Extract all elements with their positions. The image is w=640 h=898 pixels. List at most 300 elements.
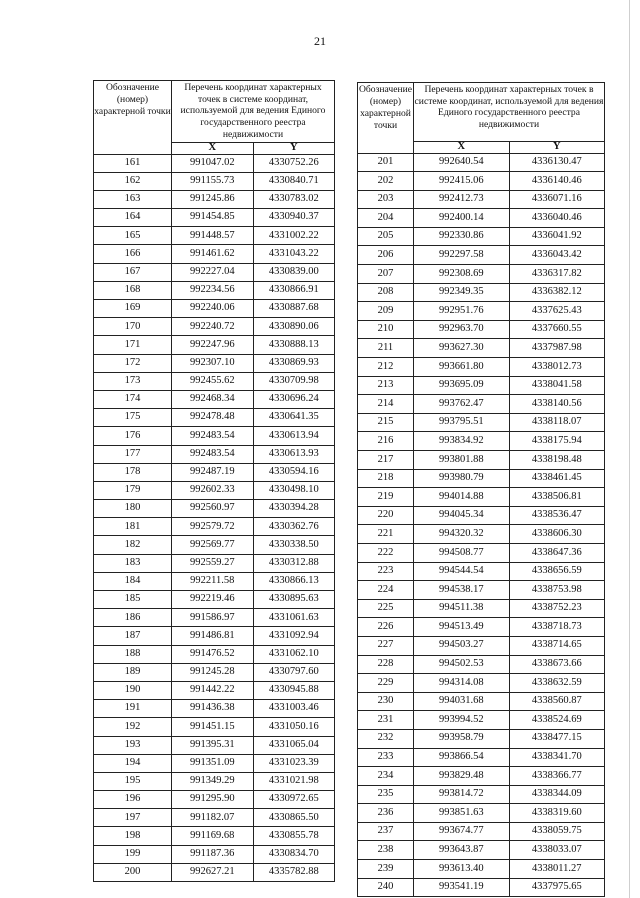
y-column-header: Y bbox=[253, 143, 335, 155]
point-number-cell: 219 bbox=[358, 488, 414, 507]
table-row bbox=[94, 772, 335, 790]
point-number-cell: 178 bbox=[94, 463, 172, 481]
table-row bbox=[358, 543, 605, 562]
y-coordinate-cell: 4337975.65 bbox=[509, 878, 605, 897]
table-row bbox=[358, 636, 605, 655]
y-coordinate-cell: 4335782.88 bbox=[253, 863, 335, 881]
point-number-cell: 188 bbox=[94, 645, 172, 663]
point-number-cell: 195 bbox=[94, 772, 172, 790]
point-number-cell: 177 bbox=[94, 445, 172, 463]
table-row bbox=[358, 265, 605, 284]
x-coordinate-cell: 993994.52 bbox=[414, 711, 510, 730]
table-row bbox=[94, 736, 335, 754]
table-row bbox=[94, 627, 335, 645]
table-row bbox=[94, 500, 335, 518]
y-coordinate-cell: 4338033.07 bbox=[509, 841, 605, 860]
point-number-cell: 229 bbox=[358, 674, 414, 693]
table-row bbox=[358, 804, 605, 823]
x-coordinate-cell: 994503.27 bbox=[414, 636, 510, 655]
y-coordinate-cell: 4331023.39 bbox=[253, 754, 335, 772]
point-number-cell: 193 bbox=[94, 736, 172, 754]
table-row bbox=[94, 791, 335, 809]
table-row bbox=[358, 451, 605, 470]
table-row bbox=[94, 681, 335, 699]
y-coordinate-cell: 4338477.15 bbox=[509, 729, 605, 748]
point-number-cell: 233 bbox=[358, 748, 414, 767]
table-row bbox=[94, 591, 335, 609]
y-coordinate-cell: 4338714.65 bbox=[509, 636, 605, 655]
point-number-cell: 172 bbox=[94, 354, 172, 372]
y-coordinate-cell: 4330866.91 bbox=[253, 281, 335, 299]
table-row bbox=[358, 432, 605, 451]
x-coordinate-cell: 992455.62 bbox=[172, 372, 254, 390]
y-coordinate-cell: 4330752.26 bbox=[253, 154, 335, 172]
x-column-header: X bbox=[414, 142, 510, 154]
y-coordinate-cell: 4330834.70 bbox=[253, 845, 335, 863]
point-number-cell: 214 bbox=[358, 395, 414, 414]
coordinates-table-left bbox=[93, 80, 335, 882]
point-number-cell: 204 bbox=[358, 209, 414, 228]
x-coordinate-cell: 992468.34 bbox=[172, 390, 254, 408]
y-coordinate-cell: 4338140.56 bbox=[509, 395, 605, 414]
y-coordinate-cell: 4338752.23 bbox=[509, 599, 605, 618]
table-row bbox=[94, 572, 335, 590]
x-coordinate-cell: 991451.15 bbox=[172, 718, 254, 736]
coords-list-header: Перечень координат характерных точек в системе координат, используемой для ведения Единого государственного реестра недвижимости bbox=[414, 83, 605, 142]
table-row bbox=[94, 481, 335, 499]
table-row bbox=[94, 754, 335, 772]
table-row bbox=[358, 581, 605, 600]
x-coordinate-cell: 994502.53 bbox=[414, 655, 510, 674]
x-coordinate-cell: 991586.97 bbox=[172, 609, 254, 627]
y-coordinate-cell: 4336040.46 bbox=[509, 209, 605, 228]
point-number-cell: 161 bbox=[94, 154, 172, 172]
x-coordinate-cell: 992240.06 bbox=[172, 300, 254, 318]
x-coordinate-cell: 992951.76 bbox=[414, 302, 510, 321]
table-row bbox=[358, 655, 605, 674]
x-coordinate-cell: 992415.06 bbox=[414, 172, 510, 191]
x-coordinate-cell: 993958.79 bbox=[414, 729, 510, 748]
y-coordinate-cell: 4330895.63 bbox=[253, 591, 335, 609]
y-coordinate-cell: 4331043.22 bbox=[253, 245, 335, 263]
point-number-cell: 218 bbox=[358, 469, 414, 488]
x-coordinate-cell: 992297.58 bbox=[414, 246, 510, 265]
table-row bbox=[358, 358, 605, 377]
point-number-cell: 196 bbox=[94, 791, 172, 809]
point-number-cell: 227 bbox=[358, 636, 414, 655]
y-coordinate-cell: 4330887.68 bbox=[253, 300, 335, 318]
x-coordinate-cell: 992308.69 bbox=[414, 265, 510, 284]
y-coordinate-cell: 4330312.88 bbox=[253, 554, 335, 572]
y-coordinate-cell: 4330641.35 bbox=[253, 409, 335, 427]
point-number-cell: 231 bbox=[358, 711, 414, 730]
y-coordinate-cell: 4336071.16 bbox=[509, 190, 605, 209]
point-number-cell: 210 bbox=[358, 320, 414, 339]
x-coordinate-cell: 992478.48 bbox=[172, 409, 254, 427]
table-row bbox=[94, 390, 335, 408]
y-coordinate-cell: 4336317.82 bbox=[509, 265, 605, 284]
point-number-cell: 197 bbox=[94, 809, 172, 827]
x-coordinate-cell: 991245.28 bbox=[172, 663, 254, 681]
point-number-cell: 179 bbox=[94, 481, 172, 499]
x-coordinate-cell: 993829.48 bbox=[414, 767, 510, 786]
point-number-cell: 230 bbox=[358, 692, 414, 711]
x-coordinate-cell: 992579.72 bbox=[172, 518, 254, 536]
table-row bbox=[358, 302, 605, 321]
table-row bbox=[94, 845, 335, 863]
point-number-cell: 235 bbox=[358, 785, 414, 804]
table-row bbox=[358, 562, 605, 581]
table-row bbox=[358, 767, 605, 786]
y-coordinate-cell: 4338059.75 bbox=[509, 822, 605, 841]
point-number-cell: 167 bbox=[94, 263, 172, 281]
x-coordinate-cell: 994544.54 bbox=[414, 562, 510, 581]
table-row bbox=[94, 318, 335, 336]
table-row bbox=[358, 395, 605, 414]
table-row bbox=[94, 354, 335, 372]
point-number-cell: 221 bbox=[358, 525, 414, 544]
y-coordinate-cell: 4330840.71 bbox=[253, 172, 335, 190]
table-row bbox=[358, 618, 605, 637]
y-coordinate-cell: 4330594.16 bbox=[253, 463, 335, 481]
table-row bbox=[358, 246, 605, 265]
x-coordinate-cell: 993674.77 bbox=[414, 822, 510, 841]
x-coordinate-cell: 992602.33 bbox=[172, 481, 254, 499]
x-coordinate-cell: 992963.70 bbox=[414, 320, 510, 339]
x-coordinate-cell: 991454.85 bbox=[172, 209, 254, 227]
table-row bbox=[94, 554, 335, 572]
point-number-cell: 223 bbox=[358, 562, 414, 581]
table-row bbox=[358, 320, 605, 339]
point-number-cell: 194 bbox=[94, 754, 172, 772]
table-row bbox=[94, 609, 335, 627]
table-row bbox=[358, 729, 605, 748]
y-coordinate-cell: 4338606.30 bbox=[509, 525, 605, 544]
y-coordinate-cell: 4331062.10 bbox=[253, 645, 335, 663]
table-row bbox=[94, 245, 335, 263]
scan-edge-line bbox=[629, 0, 630, 898]
point-number-cell: 162 bbox=[94, 172, 172, 190]
point-number-cell: 180 bbox=[94, 500, 172, 518]
table-row bbox=[94, 227, 335, 245]
y-coordinate-cell: 4330945.88 bbox=[253, 681, 335, 699]
y-coordinate-cell: 4330696.24 bbox=[253, 390, 335, 408]
point-number-cell: 171 bbox=[94, 336, 172, 354]
y-coordinate-cell: 4338536.47 bbox=[509, 506, 605, 525]
table-row bbox=[94, 154, 335, 172]
y-coordinate-cell: 4330498.10 bbox=[253, 481, 335, 499]
y-coordinate-cell: 4338560.87 bbox=[509, 692, 605, 711]
x-coordinate-cell: 992640.54 bbox=[414, 153, 510, 172]
table-row bbox=[358, 339, 605, 358]
x-coordinate-cell: 993980.79 bbox=[414, 469, 510, 488]
table-row bbox=[358, 209, 605, 228]
x-coordinate-cell: 991486.81 bbox=[172, 627, 254, 645]
point-number-cell: 226 bbox=[358, 618, 414, 637]
y-coordinate-cell: 4330888.13 bbox=[253, 336, 335, 354]
x-coordinate-cell: 994045.34 bbox=[414, 506, 510, 525]
point-number-cell: 198 bbox=[94, 827, 172, 845]
point-number-cell: 187 bbox=[94, 627, 172, 645]
point-number-cell: 215 bbox=[358, 413, 414, 432]
point-number-cell: 186 bbox=[94, 609, 172, 627]
x-coordinate-cell: 992483.54 bbox=[172, 445, 254, 463]
point-number-cell: 205 bbox=[358, 227, 414, 246]
table-row bbox=[94, 427, 335, 445]
table-row bbox=[94, 190, 335, 208]
point-number-cell: 239 bbox=[358, 860, 414, 879]
y-coordinate-cell: 4330865.50 bbox=[253, 809, 335, 827]
x-coordinate-cell: 994508.77 bbox=[414, 543, 510, 562]
table-row bbox=[94, 718, 335, 736]
x-coordinate-cell: 991155.73 bbox=[172, 172, 254, 190]
x-coordinate-cell: 993643.87 bbox=[414, 841, 510, 860]
y-coordinate-cell: 4338673.66 bbox=[509, 655, 605, 674]
point-number-cell: 237 bbox=[358, 822, 414, 841]
y-coordinate-cell: 4338012.73 bbox=[509, 358, 605, 377]
point-number-cell: 192 bbox=[94, 718, 172, 736]
table-row bbox=[358, 822, 605, 841]
point-number-cell: 174 bbox=[94, 390, 172, 408]
x-coordinate-cell: 992330.86 bbox=[414, 227, 510, 246]
table-row bbox=[358, 376, 605, 395]
designation-header: Обозначение (номер) характерной точки bbox=[94, 81, 172, 155]
x-coordinate-cell: 993866.54 bbox=[414, 748, 510, 767]
point-number-cell: 163 bbox=[94, 190, 172, 208]
table-row bbox=[94, 409, 335, 427]
y-coordinate-cell: 4331050.16 bbox=[253, 718, 335, 736]
point-number-cell: 207 bbox=[358, 265, 414, 284]
y-coordinate-cell: 4337987.98 bbox=[509, 339, 605, 358]
x-coordinate-cell: 993695.09 bbox=[414, 376, 510, 395]
designation-header: Обозначение (номер) характерной точки bbox=[358, 83, 414, 154]
x-coordinate-cell: 992487.19 bbox=[172, 463, 254, 481]
y-coordinate-cell: 4338718.73 bbox=[509, 618, 605, 637]
x-coordinate-cell: 993627.30 bbox=[414, 339, 510, 358]
y-coordinate-cell: 4331002.22 bbox=[253, 227, 335, 245]
table-row bbox=[358, 190, 605, 209]
table-row bbox=[94, 336, 335, 354]
table-row bbox=[358, 525, 605, 544]
x-coordinate-cell: 994314.08 bbox=[414, 674, 510, 693]
point-number-cell: 176 bbox=[94, 427, 172, 445]
table-row bbox=[358, 488, 605, 507]
y-coordinate-cell: 4338175.94 bbox=[509, 432, 605, 451]
table-row bbox=[358, 841, 605, 860]
point-number-cell: 181 bbox=[94, 518, 172, 536]
x-coordinate-cell: 991349.29 bbox=[172, 772, 254, 790]
x-coordinate-cell: 992240.72 bbox=[172, 318, 254, 336]
x-coordinate-cell: 992349.35 bbox=[414, 283, 510, 302]
point-number-cell: 202 bbox=[358, 172, 414, 191]
coords-list-header: Перечень координат характерных точек в системе координат, используемой для ведения Единого государственного реестра недвижимости bbox=[172, 81, 335, 143]
point-number-cell: 222 bbox=[358, 543, 414, 562]
y-coordinate-cell: 4336043.42 bbox=[509, 246, 605, 265]
table-row bbox=[94, 518, 335, 536]
y-coordinate-cell: 4338341.70 bbox=[509, 748, 605, 767]
point-number-cell: 220 bbox=[358, 506, 414, 525]
y-coordinate-cell: 4330394.28 bbox=[253, 500, 335, 518]
x-coordinate-cell: 991351.09 bbox=[172, 754, 254, 772]
x-coordinate-cell: 993834.92 bbox=[414, 432, 510, 451]
y-coordinate-cell: 4331061.63 bbox=[253, 609, 335, 627]
y-coordinate-cell: 4331003.46 bbox=[253, 700, 335, 718]
table-row bbox=[358, 785, 605, 804]
x-coordinate-cell: 993814.72 bbox=[414, 785, 510, 804]
point-number-cell: 208 bbox=[358, 283, 414, 302]
x-coordinate-cell: 991169.68 bbox=[172, 827, 254, 845]
table-row bbox=[358, 692, 605, 711]
x-coordinate-cell: 992400.14 bbox=[414, 209, 510, 228]
point-number-cell: 212 bbox=[358, 358, 414, 377]
point-number-cell: 211 bbox=[358, 339, 414, 358]
x-coordinate-cell: 993762.47 bbox=[414, 395, 510, 414]
y-coordinate-cell: 4338461.45 bbox=[509, 469, 605, 488]
y-coordinate-cell: 4336382.12 bbox=[509, 283, 605, 302]
y-coordinate-cell: 4338366.77 bbox=[509, 767, 605, 786]
x-coordinate-cell: 991436.38 bbox=[172, 700, 254, 718]
y-coordinate-cell: 4330940.37 bbox=[253, 209, 335, 227]
table-row bbox=[358, 227, 605, 246]
point-number-cell: 173 bbox=[94, 372, 172, 390]
point-number-cell: 238 bbox=[358, 841, 414, 860]
y-coordinate-cell: 4330972.65 bbox=[253, 791, 335, 809]
x-coordinate-cell: 994511.38 bbox=[414, 599, 510, 618]
table-row bbox=[94, 536, 335, 554]
coordinates-table-right bbox=[357, 82, 605, 897]
x-column-header: X bbox=[172, 143, 254, 155]
x-coordinate-cell: 991476.52 bbox=[172, 645, 254, 663]
y-coordinate-cell: 4330866.13 bbox=[253, 572, 335, 590]
y-coordinate-cell: 4338344.09 bbox=[509, 785, 605, 804]
point-number-cell: 228 bbox=[358, 655, 414, 674]
x-coordinate-cell: 992307.10 bbox=[172, 354, 254, 372]
point-number-cell: 213 bbox=[358, 376, 414, 395]
y-coordinate-cell: 4330839.00 bbox=[253, 263, 335, 281]
x-coordinate-cell: 994538.17 bbox=[414, 581, 510, 600]
x-coordinate-cell: 992211.58 bbox=[172, 572, 254, 590]
y-coordinate-cell: 4338198.48 bbox=[509, 451, 605, 470]
table-row bbox=[94, 172, 335, 190]
point-number-cell: 164 bbox=[94, 209, 172, 227]
y-coordinate-cell: 4338118.07 bbox=[509, 413, 605, 432]
point-number-cell: 166 bbox=[94, 245, 172, 263]
x-coordinate-cell: 992569.77 bbox=[172, 536, 254, 554]
y-coordinate-cell: 4330709.98 bbox=[253, 372, 335, 390]
y-coordinate-cell: 4330362.76 bbox=[253, 518, 335, 536]
point-number-cell: 217 bbox=[358, 451, 414, 470]
y-column-header: Y bbox=[509, 142, 605, 154]
y-coordinate-cell: 4337660.55 bbox=[509, 320, 605, 339]
y-coordinate-cell: 4338041.58 bbox=[509, 376, 605, 395]
table-row bbox=[94, 863, 335, 881]
x-coordinate-cell: 992412.73 bbox=[414, 190, 510, 209]
point-number-cell: 240 bbox=[358, 878, 414, 897]
table-row bbox=[94, 809, 335, 827]
table-row bbox=[358, 860, 605, 879]
table-row bbox=[94, 463, 335, 481]
point-number-cell: 216 bbox=[358, 432, 414, 451]
y-coordinate-cell: 4337625.43 bbox=[509, 302, 605, 321]
point-number-cell: 203 bbox=[358, 190, 414, 209]
point-number-cell: 199 bbox=[94, 845, 172, 863]
table-row bbox=[94, 372, 335, 390]
x-coordinate-cell: 992247.96 bbox=[172, 336, 254, 354]
point-number-cell: 175 bbox=[94, 409, 172, 427]
point-number-cell: 190 bbox=[94, 681, 172, 699]
point-number-cell: 165 bbox=[94, 227, 172, 245]
point-number-cell: 236 bbox=[358, 804, 414, 823]
y-coordinate-cell: 4330613.93 bbox=[253, 445, 335, 463]
y-coordinate-cell: 4330783.02 bbox=[253, 190, 335, 208]
point-number-cell: 168 bbox=[94, 281, 172, 299]
y-coordinate-cell: 4336041.92 bbox=[509, 227, 605, 246]
x-coordinate-cell: 994513.49 bbox=[414, 618, 510, 637]
x-coordinate-cell: 991461.62 bbox=[172, 245, 254, 263]
page-number: 21 bbox=[314, 34, 326, 48]
point-number-cell: 225 bbox=[358, 599, 414, 618]
table-row bbox=[358, 674, 605, 693]
x-coordinate-cell: 992219.46 bbox=[172, 591, 254, 609]
x-coordinate-cell: 991395.31 bbox=[172, 736, 254, 754]
table-row bbox=[358, 153, 605, 172]
x-coordinate-cell: 991448.57 bbox=[172, 227, 254, 245]
point-number-cell: 183 bbox=[94, 554, 172, 572]
x-coordinate-cell: 994014.88 bbox=[414, 488, 510, 507]
y-coordinate-cell: 4338506.81 bbox=[509, 488, 605, 507]
y-coordinate-cell: 4336140.46 bbox=[509, 172, 605, 191]
table-row bbox=[94, 300, 335, 318]
point-number-cell: 191 bbox=[94, 700, 172, 718]
point-number-cell: 182 bbox=[94, 536, 172, 554]
table-row bbox=[94, 827, 335, 845]
point-number-cell: 232 bbox=[358, 729, 414, 748]
point-number-cell: 184 bbox=[94, 572, 172, 590]
x-coordinate-cell: 991442.22 bbox=[172, 681, 254, 699]
table-row bbox=[358, 506, 605, 525]
x-coordinate-cell: 993795.51 bbox=[414, 413, 510, 432]
y-coordinate-cell: 4330855.78 bbox=[253, 827, 335, 845]
table-row bbox=[94, 445, 335, 463]
x-coordinate-cell: 991182.07 bbox=[172, 809, 254, 827]
y-coordinate-cell: 4330797.60 bbox=[253, 663, 335, 681]
point-number-cell: 224 bbox=[358, 581, 414, 600]
y-coordinate-cell: 4330338.50 bbox=[253, 536, 335, 554]
y-coordinate-cell: 4331065.04 bbox=[253, 736, 335, 754]
x-coordinate-cell: 991295.90 bbox=[172, 791, 254, 809]
point-number-cell: 189 bbox=[94, 663, 172, 681]
table-row bbox=[94, 645, 335, 663]
y-coordinate-cell: 4330890.06 bbox=[253, 318, 335, 336]
point-number-cell: 209 bbox=[358, 302, 414, 321]
y-coordinate-cell: 4338524.69 bbox=[509, 711, 605, 730]
table-row bbox=[94, 209, 335, 227]
table-row bbox=[358, 172, 605, 191]
table-row bbox=[358, 599, 605, 618]
y-coordinate-cell: 4338753.98 bbox=[509, 581, 605, 600]
x-coordinate-cell: 992559.27 bbox=[172, 554, 254, 572]
x-coordinate-cell: 993851.63 bbox=[414, 804, 510, 823]
table-row bbox=[358, 283, 605, 302]
point-number-cell: 206 bbox=[358, 246, 414, 265]
y-coordinate-cell: 4338647.36 bbox=[509, 543, 605, 562]
y-coordinate-cell: 4336130.47 bbox=[509, 153, 605, 172]
table-row bbox=[94, 263, 335, 281]
x-coordinate-cell: 992227.04 bbox=[172, 263, 254, 281]
x-coordinate-cell: 993661.80 bbox=[414, 358, 510, 377]
y-coordinate-cell: 4338011.27 bbox=[509, 860, 605, 879]
y-coordinate-cell: 4330613.94 bbox=[253, 427, 335, 445]
